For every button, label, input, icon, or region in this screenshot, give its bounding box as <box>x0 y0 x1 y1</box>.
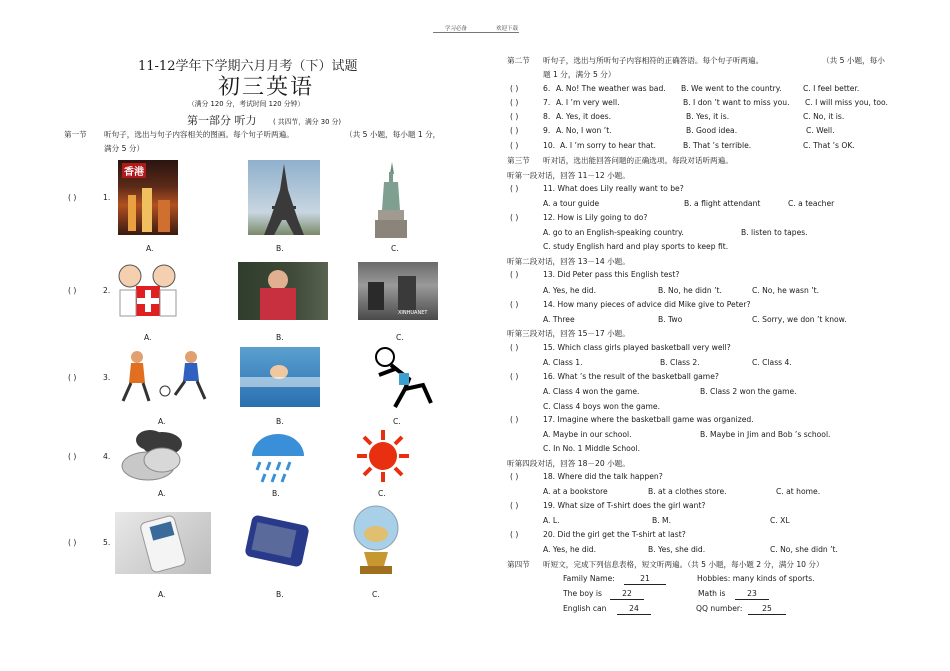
option-b[interactable]: B. M. <box>652 516 672 525</box>
question-12: 12. How is Lily going to do? <box>543 213 648 222</box>
dialogue-4-heading: 听第四段对话，回答 18－20 小题。 <box>507 459 630 468</box>
question-18: 18. Where did the talk happen? <box>543 472 663 481</box>
hong-kong-night-image <box>118 160 178 235</box>
section2-score-2: 题 1 分，满分 5 分） <box>543 70 616 79</box>
swimmer-image <box>240 347 320 407</box>
page-title: 11-12学年下学期六月月考（下）试题 <box>138 59 358 74</box>
exam-meta: （满分 120 分，考试时间 120 分钟） <box>188 100 305 108</box>
option-c[interactable]: C. XL <box>770 516 790 525</box>
option-b[interactable]: B. We went to the country. <box>681 84 782 93</box>
option-c[interactable]: C. I feel better. <box>803 84 860 93</box>
question-number: 3. <box>103 373 111 382</box>
answer-blank[interactable]: ( ) <box>510 141 519 150</box>
train-interior-image <box>358 262 438 320</box>
section1-score: （共 5 小题，每小题 1 分， <box>345 130 441 139</box>
question-number: 9. <box>543 126 551 135</box>
question-number: 8. <box>543 112 551 121</box>
option-b[interactable]: B. That ’s terrible. <box>683 141 752 150</box>
soccer-players-image <box>115 347 213 407</box>
answer-blank[interactable]: ( ) <box>510 501 519 510</box>
answer-blank[interactable]: ( ) <box>510 270 519 279</box>
answer-blank[interactable]: ( ) <box>510 372 519 381</box>
question-number: 1. <box>103 193 111 202</box>
answer-blank[interactable]: ( ) <box>68 193 77 202</box>
option-b[interactable]: B. a flight attendant <box>684 199 761 208</box>
question-20: 20. Did the girl get the T-shirt at last? <box>543 530 686 539</box>
option-b-label: B. <box>276 333 284 342</box>
option-a[interactable]: A. at a bookstore <box>543 487 608 496</box>
option-a[interactable]: A. Yes, he did. <box>543 286 597 295</box>
blank-25[interactable]: 25 <box>748 604 786 615</box>
question-number: 10. <box>543 141 556 150</box>
option-b[interactable]: B. at a clothes store. <box>648 487 727 496</box>
option-b[interactable]: B. Maybe in Jim and Bob ’s school. <box>700 430 831 439</box>
option-c[interactable]: C. No, she didn ’t. <box>770 545 838 554</box>
option-c-label: C. <box>372 590 380 599</box>
blank-23[interactable]: 23 <box>735 589 769 600</box>
rain-icon <box>248 428 308 486</box>
question-15: 15. Which class girls played basketball very well? <box>543 343 731 352</box>
math-is-label: Math is <box>698 589 726 598</box>
option-c[interactable]: C. at home. <box>776 487 821 496</box>
english-can-label: English can <box>563 604 607 613</box>
sun-icon <box>355 428 411 484</box>
section2-score: （共 5 小题，每小 <box>822 56 885 65</box>
answer-blank[interactable]: ( ) <box>510 530 519 539</box>
hobbies-text: Hobbies: many kinds of sports. <box>697 574 815 583</box>
option-b[interactable]: B. Yes, it is. <box>686 112 730 121</box>
option-b-label: B. <box>276 244 284 253</box>
watermark-text: XINHUANET <box>398 310 428 316</box>
option-b[interactable]: B. Yes, she did. <box>648 545 706 554</box>
answer-blank[interactable]: ( ) <box>510 343 519 352</box>
option-a[interactable]: A. Yes, it does. <box>556 112 611 121</box>
option-a-label: A. <box>146 244 154 253</box>
option-c[interactable]: C. No, it is. <box>803 112 845 121</box>
dialogue-2-heading: 听第二段对话，回答 13－14 小题。 <box>507 257 630 266</box>
option-a-label: A. <box>144 333 152 342</box>
answer-blank[interactable]: ( ) <box>68 373 77 382</box>
section1-instructions: 听句子，选出与句子内容相关的图画。每个句子听两遍。 <box>104 130 294 139</box>
runner-cartoon-image <box>365 345 437 411</box>
question-number: 5. <box>103 538 111 547</box>
question-number: 2. <box>103 286 111 295</box>
option-b[interactable]: B. Two <box>658 315 683 324</box>
dialogue-1-heading: 听第一段对话，回答 11－12 小题。 <box>507 171 630 180</box>
section4-instructions: 听短文，完成下列信息表格，短文听两遍。（共 5 小题，每小题 2 分，满分 10 分） <box>543 560 824 569</box>
option-b-label: B. <box>276 590 284 599</box>
answer-blank[interactable]: ( ) <box>510 415 519 424</box>
option-c-label: C. <box>396 333 404 342</box>
eiffel-tower-image <box>248 160 320 235</box>
option-c-label: C. <box>391 244 399 253</box>
answer-blank[interactable]: ( ) <box>510 184 519 193</box>
question-13: 13. Did Peter pass this English test? <box>543 270 680 279</box>
option-b[interactable]: B. No, he didn ’t. <box>658 286 722 295</box>
answer-blank[interactable]: ( ) <box>510 84 519 93</box>
section4-label: 第四节 <box>507 560 530 569</box>
crystal-ball-image <box>348 500 404 584</box>
option-c[interactable]: C. In No. 1 Middle School. <box>543 444 640 453</box>
option-a[interactable]: A. L. <box>543 516 560 525</box>
option-b-label: B. <box>276 417 284 426</box>
question-number: 4. <box>103 452 111 461</box>
dialogue-3-heading: 听第三段对话，回答 15－17 小题。 <box>507 329 630 338</box>
blank-22[interactable]: 22 <box>610 589 644 600</box>
option-c[interactable]: C. Class 4. <box>752 358 792 367</box>
option-c-label: C. <box>378 489 386 498</box>
option-a[interactable]: A. I ’m very well. <box>556 98 620 107</box>
answer-blank[interactable]: ( ) <box>510 126 519 135</box>
section3-label: 第三节 <box>507 156 530 165</box>
option-c[interactable]: C. No, he wasn ’t. <box>752 286 820 295</box>
option-a[interactable]: A. a tour guide <box>543 199 600 208</box>
option-a[interactable]: A. Three <box>543 315 575 324</box>
answer-blank[interactable]: ( ) <box>68 452 77 461</box>
blank-21[interactable]: 21 <box>624 574 666 585</box>
option-a[interactable]: A. go to an English-speaking country. <box>543 228 684 237</box>
header-left: 学习必备 <box>445 26 468 32</box>
part-heading: 第一部分 听力 <box>187 114 257 127</box>
option-c[interactable]: C. I will miss you, too. <box>805 98 888 107</box>
question-19: 19. What size of T-shirt does the girl want? <box>543 501 706 510</box>
option-b[interactable]: B. listen to tapes. <box>741 228 808 237</box>
answer-blank[interactable]: ( ) <box>510 300 519 309</box>
option-a[interactable]: A. Maybe in our school. <box>543 430 632 439</box>
option-a[interactable]: A. No, I won ’t. <box>556 126 612 135</box>
section1-label: 第一节 <box>64 130 87 139</box>
header-right: 欢迎下载 <box>496 26 519 32</box>
option-b[interactable]: B. Good idea. <box>686 126 738 135</box>
option-c[interactable]: C. Sorry, we don ’t know. <box>752 315 847 324</box>
teacher-at-board-image <box>238 262 328 320</box>
option-a-label: A. <box>158 590 166 599</box>
option-a[interactable]: A. I ’m sorry to hear that. <box>560 141 656 150</box>
section3-instructions: 听对话，选出能回答问题的正确选项。每段对话听两遍。 <box>543 156 733 165</box>
statue-of-liberty-image <box>370 160 410 238</box>
answer-blank[interactable]: ( ) <box>510 472 519 481</box>
option-a[interactable]: A. No! The weather was bad. <box>556 84 666 93</box>
answer-blank[interactable]: ( ) <box>510 98 519 107</box>
option-c[interactable]: C. Well. <box>806 126 835 135</box>
option-c-label: C. <box>393 417 401 426</box>
option-a-label: A. <box>158 489 166 498</box>
option-c[interactable]: C. Class 4 boys won the game. <box>543 402 661 411</box>
question-17: 17. Imagine where the basketball game was organized. <box>543 415 754 424</box>
question-14: 14. How many pieces of advice did Mike give to Peter? <box>543 300 751 309</box>
section2-label: 第二节 <box>507 56 530 65</box>
option-a[interactable]: A. Class 1. <box>543 358 583 367</box>
option-a-label: A. <box>158 417 166 426</box>
nurse-cartoon-image <box>112 260 184 322</box>
option-c[interactable]: C. That ’s OK. <box>803 141 855 150</box>
question-11: 11. What does Lily really want to be? <box>543 184 684 193</box>
option-c[interactable]: C. a teacher <box>788 199 835 208</box>
media-player-image <box>240 512 316 574</box>
answer-blank[interactable]: ( ) <box>68 286 77 295</box>
option-c[interactable]: C. study English hard and play sports to keep fit. <box>543 242 729 251</box>
hk-sign: 香港 <box>122 163 146 178</box>
blank-24[interactable]: 24 <box>617 604 651 615</box>
section2-instructions: 听句子，选出与所听句子内容相符的正确答语。每个句子听两遍。 <box>543 56 764 65</box>
section1-score-2: 满分 5 分） <box>104 144 145 153</box>
option-a[interactable]: A. Yes, he did. <box>543 545 597 554</box>
page-subtitle: 初三英语 <box>218 75 315 100</box>
cloudy-icon <box>118 428 188 484</box>
mobile-phone-image <box>115 512 211 574</box>
option-b-label: B. <box>272 489 280 498</box>
answer-blank[interactable]: ( ) <box>68 538 77 547</box>
option-a[interactable]: A. Class 4 won the game. <box>543 387 640 396</box>
option-b[interactable]: B. Class 2. <box>660 358 700 367</box>
question-16: 16. What ’s the result of the basketball game? <box>543 372 719 381</box>
question-number: 6. <box>543 84 551 93</box>
answer-blank[interactable]: ( ) <box>510 213 519 222</box>
qq-number-label: QQ number: <box>696 604 743 613</box>
header-rule <box>433 32 519 33</box>
option-b[interactable]: B. I don ’t want to miss you. <box>683 98 790 107</box>
part-note: ( 共四节，满分 30 分) <box>273 118 342 126</box>
boy-is-label: The boy is <box>563 589 602 598</box>
question-number: 7. <box>543 98 551 107</box>
answer-blank[interactable]: ( ) <box>510 112 519 121</box>
option-b[interactable]: B. Class 2 won the game. <box>700 387 797 396</box>
family-name-label: Family Name: <box>563 574 615 583</box>
